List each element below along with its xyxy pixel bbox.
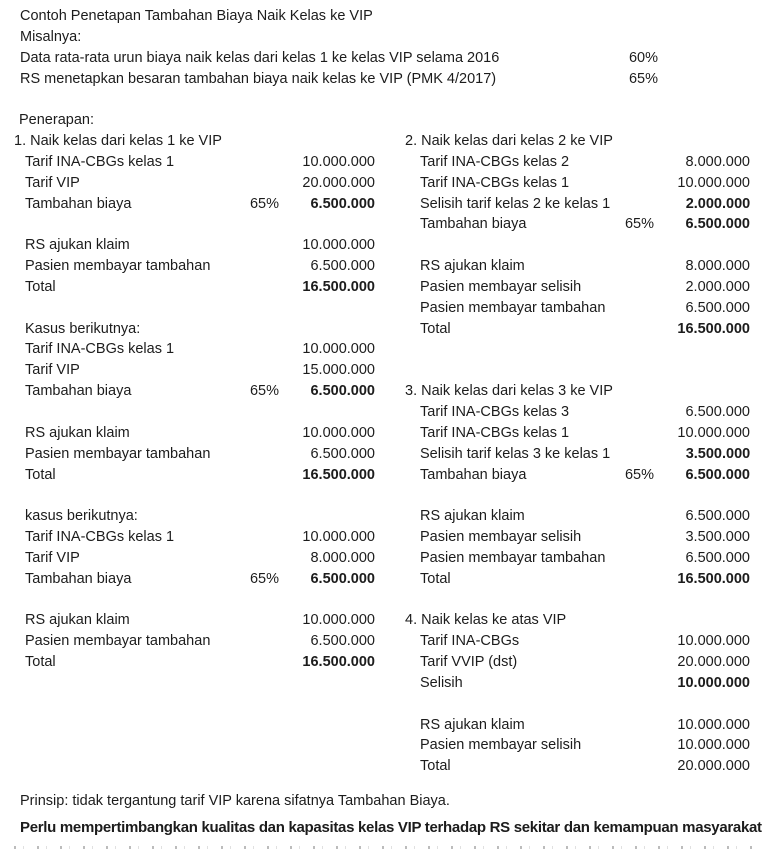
row-value: 10.000.000 <box>677 737 750 754</box>
row-label: Selisih tarif kelas 3 ke kelas 1 <box>420 445 611 462</box>
title-row <box>0 6 770 27</box>
row-value: 6.500.000 <box>310 383 375 400</box>
row-value: 6.500.000 <box>310 570 375 587</box>
right-column <box>385 131 770 777</box>
row-label: Pasien membayar tambahan <box>420 299 606 316</box>
row-label: Tambahan biaya <box>25 383 132 400</box>
data-row <box>385 652 770 673</box>
data-row <box>0 194 385 215</box>
data-row <box>0 548 385 569</box>
row-value: 10.000.000 <box>677 633 750 650</box>
row-value: 10.000.000 <box>677 674 750 691</box>
row-percent: 65% <box>249 195 279 212</box>
application-label: Penerapan: <box>19 112 94 129</box>
section-heading-row <box>385 131 770 152</box>
row-percent: 65% <box>624 216 654 233</box>
row-value: 8.000.000 <box>685 258 750 275</box>
data-row <box>385 735 770 756</box>
row-value: 10.000.000 <box>302 612 375 629</box>
row-label: Tarif INA-CBGs <box>420 633 520 650</box>
page-title: Contoh Penetapan Tambahan Biaya Naik Kelas ke VIP <box>20 8 373 24</box>
data-row <box>0 173 385 194</box>
row-value: 10.000.000 <box>302 529 375 546</box>
row-value: 6.500.000 <box>685 216 750 233</box>
row-label: kasus berikutnya: <box>25 508 138 525</box>
row-value: 2.000.000 <box>685 278 750 295</box>
spacer-row <box>0 590 385 611</box>
data-row <box>385 465 770 486</box>
row-value: 6.500.000 <box>685 403 750 420</box>
row-label: Pasien membayar selisih <box>420 278 582 295</box>
data-row <box>0 381 385 402</box>
data-row <box>385 277 770 298</box>
data-row <box>0 506 385 527</box>
row-value: 16.500.000 <box>302 654 375 671</box>
section-heading: 1. Naik kelas dari kelas 1 ke VIP <box>14 133 222 149</box>
row-label: Tambahan biaya <box>420 216 527 233</box>
row-label: Pasien membayar tambahan <box>25 633 211 650</box>
row-value: 10.000.000 <box>677 424 750 441</box>
row-label: Pasien membayar tambahan <box>25 445 211 462</box>
row-label: Tarif VIP <box>25 362 80 379</box>
row-value: 6.500.000 <box>310 258 375 275</box>
row-value: 3.500.000 <box>685 529 750 546</box>
row-label: RS ajukan klaim <box>25 424 130 441</box>
application-row <box>0 110 770 131</box>
row-value: 6.500.000 <box>685 549 750 566</box>
row-label: Total <box>25 278 56 295</box>
row-percent: 65% <box>624 466 654 483</box>
assumption-row <box>0 69 770 90</box>
section-heading: 3. Naik kelas dari kelas 3 ke VIP <box>405 383 613 400</box>
row-value: 8.000.000 <box>310 549 375 566</box>
row-value: 6.500.000 <box>310 195 375 212</box>
row-label: Tarif INA-CBGs kelas 3 <box>420 403 570 420</box>
data-row <box>385 319 770 340</box>
spacer-row <box>385 694 770 715</box>
row-value: 8.000.000 <box>685 153 750 170</box>
row-label: Tarif VIP <box>25 174 80 191</box>
assumption-row <box>0 48 770 69</box>
data-row <box>385 444 770 465</box>
row-label: Pasien membayar selisih <box>420 529 582 546</box>
row-value: 20.000.000 <box>302 174 375 191</box>
row-label: RS ajukan klaim <box>25 237 130 254</box>
spacer-row <box>385 485 770 506</box>
spacer-row <box>0 485 385 506</box>
data-row <box>385 402 770 423</box>
data-row <box>0 444 385 465</box>
row-value: 6.500.000 <box>685 299 750 316</box>
intro-label: Misalnya: <box>20 28 82 45</box>
row-label: Selisih tarif kelas 2 ke kelas 1 <box>420 195 611 212</box>
left-column <box>0 131 385 673</box>
data-row <box>385 527 770 548</box>
row-percent: 65% <box>249 570 279 587</box>
row-value: 10.000.000 <box>302 424 375 441</box>
section-heading-row <box>0 131 385 152</box>
data-row <box>385 548 770 569</box>
row-label: Selisih <box>420 674 463 691</box>
row-value: 10.000.000 <box>677 716 750 733</box>
row-label: Total <box>25 654 56 671</box>
section-heading: 4. Naik kelas ke atas VIP <box>405 612 567 629</box>
spacer-row <box>0 402 385 423</box>
spacer-row <box>385 235 770 256</box>
data-row <box>0 319 385 340</box>
row-value: 2.000.000 <box>685 195 751 212</box>
data-row <box>385 506 770 527</box>
data-row <box>0 631 385 652</box>
row-label: Pasien membayar tambahan <box>25 258 211 275</box>
row-value: 16.500.000 <box>677 320 750 337</box>
data-row <box>0 610 385 631</box>
footer-principle-line: Prinsip: tidak tergantung tarif VIP karena sifatnya Tambahan Biaya. <box>20 793 450 809</box>
row-value: 16.500.000 <box>302 466 375 483</box>
footer-consideration-line: Perlu mempertimbangkan kualitas dan kapasitas kelas VIP terhadap RS sekitar dan kemampuan masyarakat <box>20 818 762 836</box>
document-header <box>0 6 770 131</box>
spacer-row <box>0 214 385 235</box>
row-label: Kasus berikutnya: <box>25 320 141 337</box>
row-value: 20.000.000 <box>677 654 750 671</box>
spacer-row <box>385 339 770 360</box>
data-row <box>385 152 770 173</box>
row-label: Tarif INA-CBGs kelas 1 <box>420 174 570 191</box>
row-value: 6.500.000 <box>685 466 750 483</box>
data-row <box>0 152 385 173</box>
data-row <box>385 194 770 215</box>
row-label: Tarif INA-CBGs kelas 1 <box>25 341 175 358</box>
data-row <box>0 465 385 486</box>
row-label: Tarif VVIP (dst) <box>420 654 518 671</box>
row-value: 6.500.000 <box>310 445 375 462</box>
intro-row <box>0 27 770 48</box>
spacer-row <box>385 360 770 381</box>
row-label: Tarif VIP <box>25 549 80 566</box>
row-label: RS ajukan klaim <box>420 716 525 733</box>
row-label: Tambahan biaya <box>25 195 132 212</box>
data-row <box>0 360 385 381</box>
data-row <box>385 298 770 319</box>
spacer-row <box>385 590 770 611</box>
data-row <box>385 756 770 777</box>
row-value: 15.000.000 <box>302 362 375 379</box>
row-label: Tarif INA-CBGs kelas 1 <box>25 529 175 546</box>
data-row <box>385 673 770 694</box>
row-label: Tarif INA-CBGs kelas 2 <box>420 153 570 170</box>
section-heading-row <box>385 381 770 402</box>
row-label: RS ajukan klaim <box>25 612 130 629</box>
row-label: Tambahan biaya <box>420 466 527 483</box>
data-row <box>0 235 385 256</box>
row-value: 10.000.000 <box>302 341 375 358</box>
assumption-value: 65% <box>628 70 658 87</box>
spacer-row <box>0 298 385 319</box>
row-label: Tarif INA-CBGs kelas 1 <box>420 424 570 441</box>
data-row <box>385 256 770 277</box>
row-label: RS ajukan klaim <box>420 258 525 275</box>
data-row <box>0 256 385 277</box>
row-label: Total <box>25 466 56 483</box>
section-heading-row <box>385 610 770 631</box>
row-label: Pasien membayar selisih <box>420 737 582 754</box>
row-value: 6.500.000 <box>685 508 750 525</box>
document-footer <box>20 789 760 840</box>
assumption-value: 60% <box>628 49 658 66</box>
data-row <box>0 652 385 673</box>
row-value: 3.500.000 <box>685 445 751 462</box>
row-label: Pasien membayar tambahan <box>420 549 606 566</box>
data-row <box>385 569 770 590</box>
row-value: 10.000.000 <box>677 174 750 191</box>
data-row <box>385 173 770 194</box>
data-row <box>385 715 770 736</box>
data-row <box>0 527 385 548</box>
assumption-label: Data rata-rata urun biaya naik kelas dari kelas 1 ke kelas VIP selama 2016 <box>20 49 500 66</box>
row-value: 20.000.000 <box>677 758 750 775</box>
row-value: 10.000.000 <box>302 153 375 170</box>
row-label: Tarif INA-CBGs kelas 1 <box>25 153 175 170</box>
data-row <box>0 569 385 590</box>
data-row <box>385 423 770 444</box>
data-row <box>385 631 770 652</box>
row-label: Total <box>420 320 451 337</box>
row-value: 10.000.000 <box>302 237 375 254</box>
row-label: Total <box>420 758 451 775</box>
row-percent: 65% <box>249 383 279 400</box>
row-value: 16.500.000 <box>677 570 750 587</box>
data-row <box>0 339 385 360</box>
assumption-label: RS menetapkan besaran tambahan biaya naik kelas ke VIP (PMK 4/2017) <box>20 70 497 87</box>
section-heading: 2. Naik kelas dari kelas 2 ke VIP <box>405 133 613 149</box>
row-label: Total <box>420 570 451 587</box>
data-row <box>385 214 770 235</box>
row-value: 16.500.000 <box>302 278 375 295</box>
cutoff-text-line <box>14 846 752 849</box>
data-row <box>0 423 385 444</box>
row-value: 6.500.000 <box>310 633 375 650</box>
row-label: RS ajukan klaim <box>420 508 525 525</box>
spacer-row <box>0 89 770 110</box>
row-label: Tambahan biaya <box>25 570 132 587</box>
data-row <box>0 277 385 298</box>
